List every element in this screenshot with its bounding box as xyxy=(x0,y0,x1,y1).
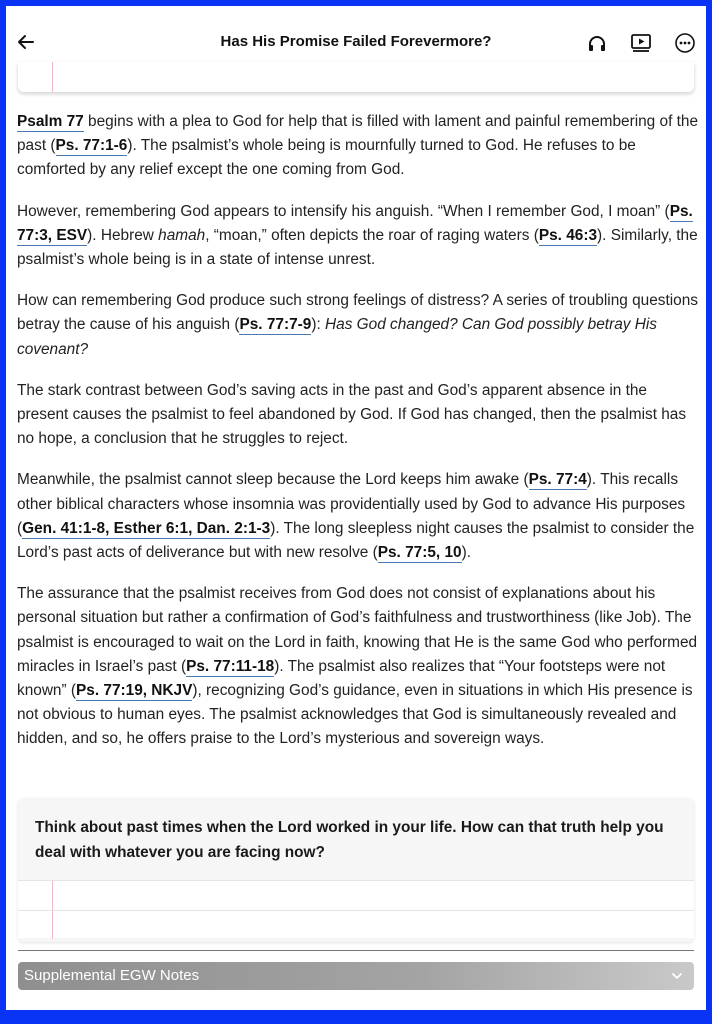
back-button[interactable] xyxy=(14,30,38,54)
paragraph-text: The assurance that the psalmist receives from God does not consist of explanations about his personal situation but rather a confirmation of God’s faithfulness and trustworthiness (like Job). The psalmist is encouraged to wait on the Lord in faith, knowing that He is the same God who performed miracles in Israel’s past ( xyxy=(17,585,698,675)
scripture-reference-link[interactable]: Ps. 77:5, 10 xyxy=(377,544,462,562)
notes-input-strip[interactable] xyxy=(18,62,694,92)
lesson-paragraph xyxy=(17,289,699,362)
paragraph-text: ). The psalmist also realizes that “Your footsteps were not known” ( xyxy=(17,657,666,700)
scripture-reference-link[interactable]: Ps. 77:1-6 xyxy=(55,137,128,155)
scripture-reference-link[interactable]: Ps. 77:11-18 xyxy=(186,657,275,675)
scripture-reference-link[interactable]: Ps. 77:19, NKJV xyxy=(76,682,193,700)
scripture-reference-link[interactable]: Ps. 77:3, ESV xyxy=(17,202,693,244)
scripture-reference-link[interactable]: Gen. 41:1-8, Esther 6:1, Dan. 2:1-3 xyxy=(22,519,271,537)
audio-button[interactable] xyxy=(584,30,610,56)
scripture-reference-link[interactable]: Ps. 77:4 xyxy=(528,471,587,489)
scripture-reference-link[interactable]: Ps. 46:3 xyxy=(538,226,598,244)
more-options-icon xyxy=(674,32,696,54)
chevron-down-icon xyxy=(670,969,684,983)
section-divider xyxy=(18,950,694,951)
paragraph-text: How can remembering God produce such strong feelings of distress? A series of troubling questions betray the cause of his anguish ( xyxy=(17,292,698,334)
lesson-paragraph xyxy=(17,200,699,273)
scripture-reference-link[interactable]: Ps. 77:7-9 xyxy=(239,316,312,334)
lesson-paragraph xyxy=(17,468,699,565)
paragraph-text: Meanwhile, the psalmist cannot sleep because the Lord keeps him awake ( xyxy=(17,471,529,489)
paragraph-text: begins with a plea to God for help that is filled with lament and painful remembering of the past ( xyxy=(17,113,699,155)
egw-notes-label: Supplemental EGW Notes xyxy=(24,967,200,984)
paragraph-text: ). The long sleepless night causes the psalmist to consider the Lord’s past acts of deliverance but with new resolve ( xyxy=(17,519,695,562)
paragraph-text: The stark contrast between God’s saving acts in the past and God’s apparent absence in the present causes the psalmist to feel abandoned by God. If God has changed, then the psalmist has no hope, a conclusion that he struggles to reject. xyxy=(17,381,687,448)
app-frame xyxy=(6,6,706,1010)
discussion-question: Think about past times when the Lord worked in your life. How can that truth help you deal with whatever you are facing now? xyxy=(35,819,664,861)
paragraph-text: ). xyxy=(461,544,471,562)
answer-input[interactable] xyxy=(18,880,694,938)
headphones-icon xyxy=(587,34,607,52)
notes-margin-line xyxy=(52,62,53,92)
discussion-question-box xyxy=(18,798,694,942)
lesson-paragraph xyxy=(17,110,699,183)
back-arrow-icon xyxy=(17,33,35,51)
paragraph-text: ): xyxy=(311,316,326,334)
lesson-paragraph xyxy=(17,582,699,751)
paragraph-text: ), recognizing God’s guidance, even in situations in which His presence is not obvious to human eyes. The psalmist acknowledges that God is simultaneously revealed and hidden, and so, he offers praise to the Lord’s mysterious and sovereign ways. xyxy=(17,682,693,748)
paragraph-text: ). Similarly, the psalmist’s whole being is in a state of intense unrest. xyxy=(17,226,698,269)
page-title: Has His Promise Failed Forevermore? xyxy=(220,33,492,50)
video-button[interactable] xyxy=(628,30,654,56)
more-options-button[interactable] xyxy=(672,30,698,56)
lesson-paragraph xyxy=(17,379,699,452)
paragraph-text: ). Hebrew xyxy=(87,226,159,244)
paragraph-text: However, remembering God appears to intensify his anguish. “When I remember God, I moan” ( xyxy=(17,202,670,220)
paragraph-text: , “moan,” often depicts the roar of raging waters ( xyxy=(205,226,539,244)
supplemental-egw-notes-toggle[interactable] xyxy=(18,962,694,990)
video-play-icon xyxy=(630,33,652,53)
answer-rule-line xyxy=(18,910,694,911)
paragraph-text: ). This recalls other biblical characters whose insomnia was providentially used by God to advance His purposes ( xyxy=(17,471,686,537)
scripture-reference-link[interactable]: Psalm 77 xyxy=(17,113,84,130)
paragraph-text: ). The psalmist’s whole being is mournfully turned to God. He refuses to be comforted by any relief except the one coming from God. xyxy=(17,137,636,179)
lesson-content xyxy=(17,110,699,769)
emphasis-text: Has God changed? Can God possibly betray His covenant? xyxy=(17,316,657,358)
emphasis-text: hamah xyxy=(158,226,206,244)
